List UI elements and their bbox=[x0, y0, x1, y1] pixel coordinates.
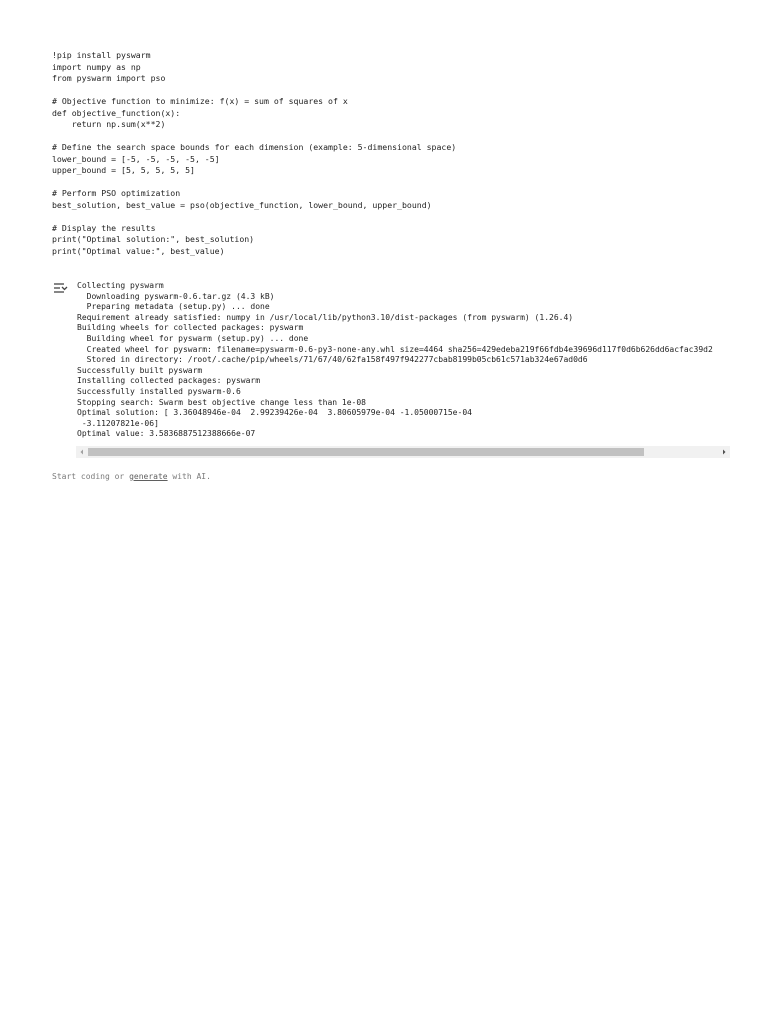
code-line: return np.sum(x**2) bbox=[52, 119, 166, 129]
output-text bbox=[77, 281, 728, 440]
output-line: Preparing metadata (setup.py) ... done bbox=[77, 302, 270, 312]
caret-left-icon bbox=[79, 449, 85, 455]
caret-right-icon bbox=[721, 449, 727, 455]
output-line: -3.11207821e-06] bbox=[77, 418, 159, 428]
code-line bbox=[52, 85, 752, 97]
output-line: Building wheel for pyswarm (setup.py) ... done bbox=[77, 333, 309, 343]
output-line: Collecting pyswarm bbox=[77, 281, 164, 290]
code-line: upper_bound = [5, 5, 5, 5, 5] bbox=[52, 165, 195, 175]
output-toggle-icon[interactable] bbox=[52, 281, 68, 295]
output-line: Downloading pyswarm-0.6.tar.gz (4.3 kB) bbox=[77, 291, 275, 301]
output-line: Installing collected packages: pyswarm bbox=[77, 376, 261, 386]
code-line bbox=[52, 131, 752, 143]
code-line: print("Optimal value:", best_value) bbox=[52, 245, 225, 256]
code-line: # Display the results bbox=[52, 222, 156, 233]
code-line: print("Optimal solution:", best_solution) bbox=[52, 234, 255, 244]
output-line: Optimal value: 3.5836887512388666e-07 bbox=[77, 429, 256, 439]
output-line: Optimal solution: [ 3.36048946e-04 2.99239426e-04 3.80605979e-04 -1.05000715e-04 bbox=[77, 408, 472, 418]
code-line: # Objective function to minimize: f(x) = sum of squares of x bbox=[52, 96, 348, 106]
output-line: Stored in directory: /root/.cache/pip/wheels/71/67/40/62fa158f497f942277cbab8199b05cb61c571ab324e67ad0d6 bbox=[77, 355, 588, 365]
code-cell[interactable] bbox=[52, 50, 752, 257]
output-line: Building wheels for collected packages: pyswarm bbox=[77, 323, 304, 333]
output-line: Successfully installed pyswarm-0.6 bbox=[77, 386, 241, 396]
code-line: best_solution, best_value = pso(objective_function, lower_bound, upper_bound) bbox=[52, 199, 432, 210]
output-line: Stopping search: Swarm best objective change less than 1e-08 bbox=[77, 397, 366, 407]
scroll-right-button[interactable] bbox=[718, 446, 730, 458]
scrollbar-thumb[interactable] bbox=[88, 448, 644, 456]
code-line: # Define the search space bounds for each dimension (example: 5-dimensional space) bbox=[52, 142, 457, 152]
code-line: !pip install pyswarm bbox=[52, 50, 151, 60]
output-line: Requirement already satisfied: numpy in /usr/local/lib/python3.10/dist-packages (from pyswarm) (1.26.4) bbox=[77, 312, 574, 322]
placeholder-prefix: Start coding or bbox=[52, 472, 130, 481]
horizontal-scrollbar[interactable] bbox=[76, 446, 730, 458]
empty-cell-placeholder[interactable] bbox=[52, 471, 211, 483]
code-line bbox=[52, 177, 752, 189]
generate-link[interactable]: generate bbox=[129, 472, 168, 481]
code-line: import numpy as np bbox=[52, 61, 141, 72]
scroll-left-button[interactable] bbox=[76, 446, 88, 458]
code-line: def objective_function(x): bbox=[52, 107, 181, 118]
code-line: # Perform PSO optimization bbox=[52, 188, 181, 198]
placeholder-suffix: with AI. bbox=[167, 472, 211, 481]
code-line bbox=[52, 211, 752, 223]
output-line: Successfully built pyswarm bbox=[77, 365, 203, 375]
output-line: Created wheel for pyswarm: filename=pyswarm-0.6-py3-none-any.whl size=4464 sha256=429edeba219f66fdb4e39696d117f0d6b626dd6acfac39d2 bbox=[77, 344, 713, 354]
code-line: from pyswarm import pso bbox=[52, 73, 166, 83]
code-line: lower_bound = [-5, -5, -5, -5, -5] bbox=[52, 153, 220, 164]
